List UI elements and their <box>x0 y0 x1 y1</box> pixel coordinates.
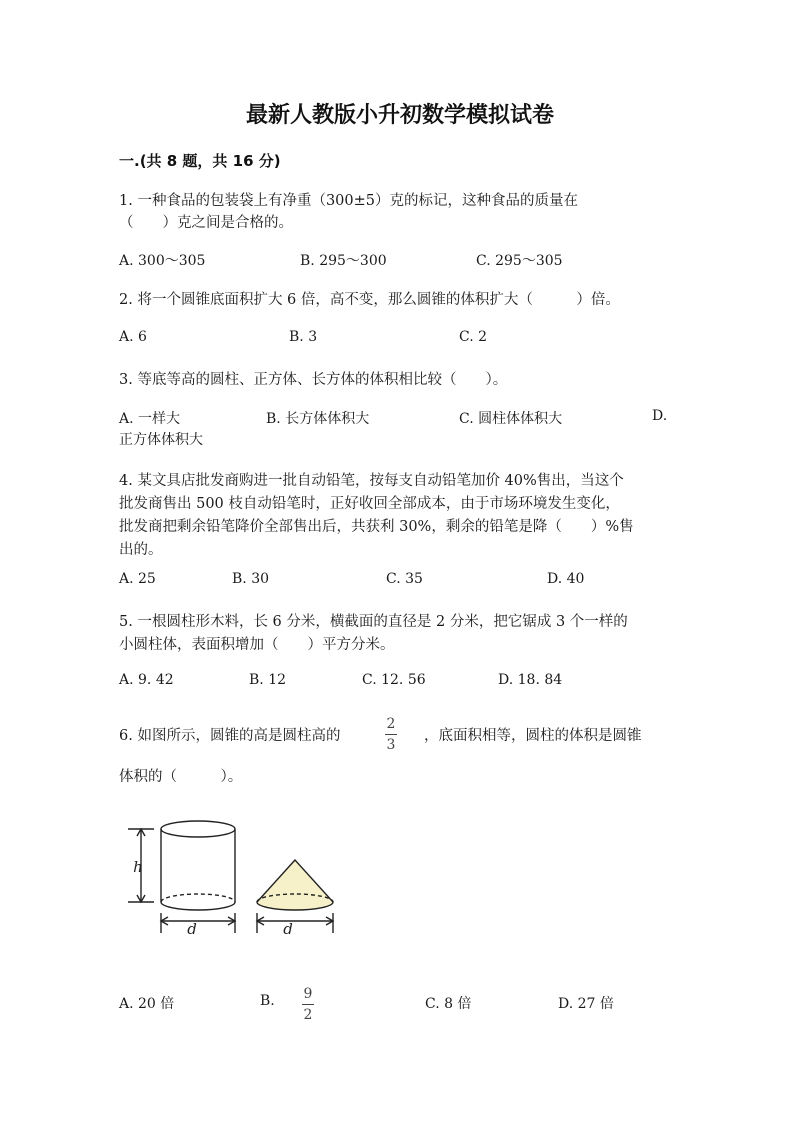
question-text: 4. 某文具店批发商购进一批自动铅笔，按每支自动铅笔加价 40%售出，当这个 <box>119 473 624 489</box>
fraction-nine-halves <box>299 986 317 1023</box>
option-c: C. 2 <box>459 329 488 345</box>
question-text: 3. 等底等高的圆柱、正方体、长方体的体积相比较（ ）。 <box>119 372 508 388</box>
question-text: ，底面积相等，圆柱的体积是圆锥 <box>424 728 642 744</box>
section-heading: 一.(共 8 题，共 16 分) <box>119 152 281 170</box>
cylinder-bottom-back <box>161 894 235 902</box>
height-label: h <box>133 858 143 876</box>
option-a: A. 20 倍 <box>119 996 175 1012</box>
fraction-bar <box>302 1004 314 1005</box>
option-b: B. 295～300 <box>300 253 387 269</box>
option-a: A. 一样大 <box>119 411 181 427</box>
option-a: A. 25 <box>119 571 156 587</box>
question-text: （ ）克之间是合格的。 <box>119 215 293 231</box>
option-a: A. 6 <box>119 329 147 345</box>
option-a: A. 9. 42 <box>119 672 174 688</box>
question-text: 6. 如图所示，圆锥的高是圆柱高的 <box>119 728 341 744</box>
fraction-denominator: 2 <box>303 1007 313 1023</box>
option-d-text: 正方体体积大 <box>119 432 203 448</box>
fraction-bar <box>385 734 397 735</box>
option-b: B. 12 <box>249 672 287 688</box>
question-text: 小圆柱体，表面积增加（ ）平方分米。 <box>119 637 395 653</box>
option-b: B. 30 <box>232 571 270 587</box>
question-text: 批发商售出 500 枝自动铅笔时，正好收回全部成本，由于市场环境发生变化， <box>119 496 620 512</box>
question-text: 体积的（ ）。 <box>119 769 243 785</box>
cylinder-cone-figure <box>120 815 360 940</box>
option-b: B. 长方体体积大 <box>266 411 370 427</box>
fraction-denominator: 3 <box>386 737 396 753</box>
option-c: C. 12. 56 <box>362 672 426 688</box>
question-text: 2. 将一个圆锥底面积扩大 6 倍，高不变，那么圆锥的体积扩大（ ）倍。 <box>119 292 620 308</box>
option-c: C. 295～305 <box>476 253 563 269</box>
question-text: 1. 一种食品的包装袋上有净重（300±5）克的标记，这种食品的质量在 <box>119 193 578 209</box>
option-c: C. 35 <box>386 571 423 587</box>
fraction-numerator: 9 <box>303 986 313 1002</box>
cylinder-bottom-front <box>161 902 235 910</box>
question-text: 5. 一根圆柱形木料，长 6 分米，横截面的直径是 2 分米，把它锯成 3 个一样的 <box>119 614 628 630</box>
fraction-numerator: 2 <box>386 716 396 732</box>
cone-diameter-label: d <box>283 920 293 938</box>
option-b: B. <box>260 993 275 1009</box>
cone-body <box>257 860 333 910</box>
cylinder-top-ellipse <box>161 821 235 837</box>
question-text: 出的。 <box>119 542 163 558</box>
option-c: C. 8 倍 <box>425 996 472 1012</box>
option-b: B. 3 <box>289 329 318 345</box>
option-d: D. 27 倍 <box>558 996 614 1012</box>
cylinder-diameter-label: d <box>187 920 197 938</box>
option-c: C. 圆柱体体积大 <box>459 411 563 427</box>
question-text: 批发商把剩余铅笔降价全部售出后，共获利 30%，剩余的铅笔是降（ ）%售 <box>119 519 634 535</box>
option-a: A. 300～305 <box>119 253 206 269</box>
option-d: D. <box>652 408 668 424</box>
option-d: D. 40 <box>547 571 585 587</box>
page-title: 最新人教版小升初数学模拟试卷 <box>245 103 554 128</box>
fraction-two-thirds <box>382 716 400 753</box>
option-d: D. 18. 84 <box>498 672 563 688</box>
